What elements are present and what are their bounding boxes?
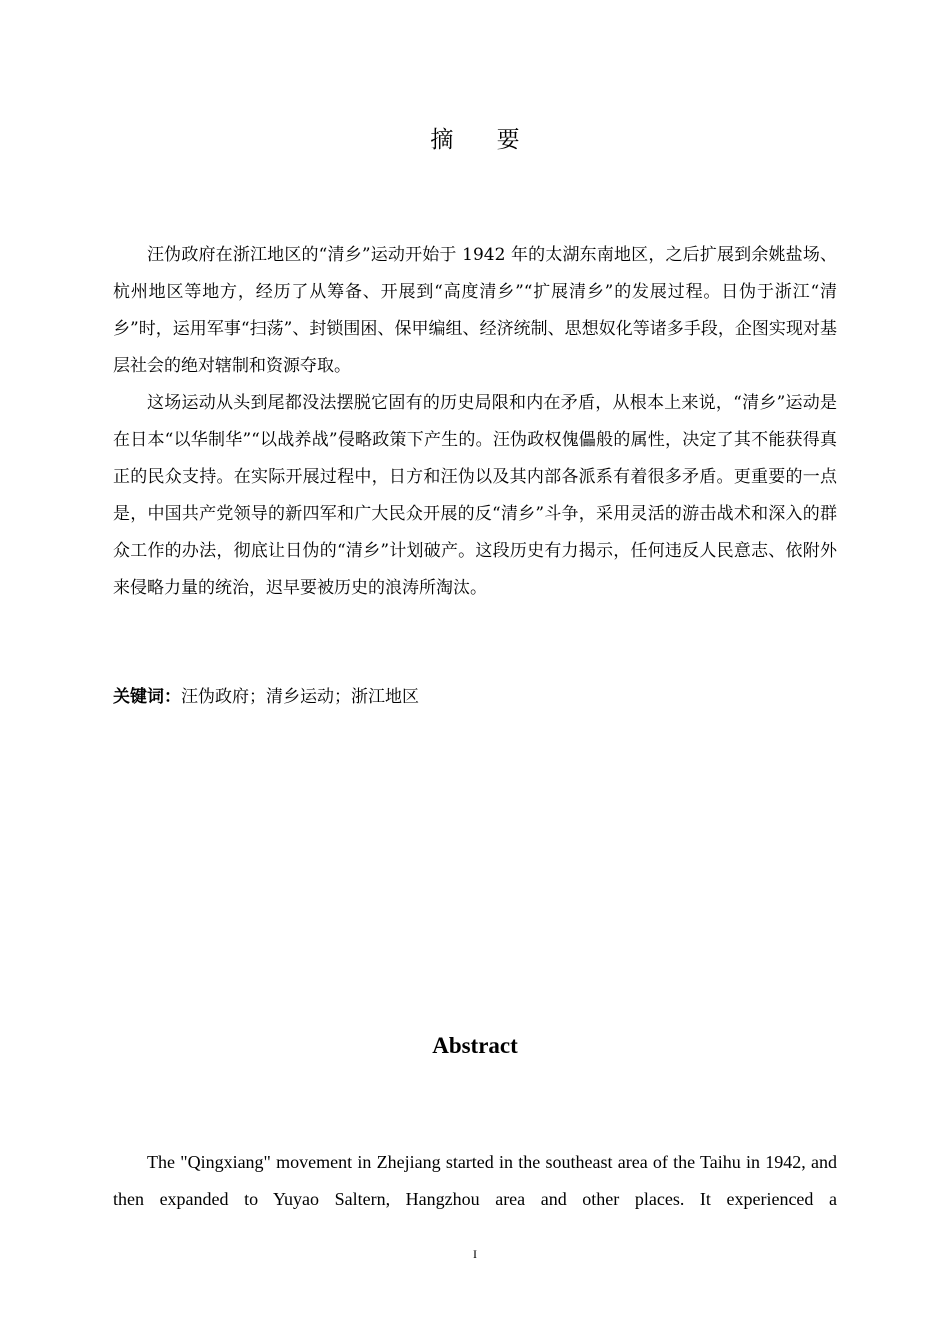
abstract-en-paragraph-1: The "Qingxiang" movement in Zhejiang started in the southeast area of the Taihu in 1942, and then expanded to Yuyao Saltern, Hangzhou area and other places. It experienced a <box>113 1152 837 1209</box>
abstract-zh-paragraph-1: 汪伪政府在浙江地区的“清乡”运动开始于 1942 年的太湖东南地区，之后扩展到余姚盐场、杭州地区等地方，经历了从筹备、开展到“高度清乡”“扩展清乡”的发展过程。日伪于浙江“清乡”时，运用军事“扫荡”、封锁围困、保甲编组、经济统制、思想奴化等诸多手段，企图实现对基层社会的绝对辖制和资源夺取。 <box>113 245 837 376</box>
abstract-en-body <box>113 1144 837 1218</box>
abstract-zh-body <box>113 237 837 607</box>
abstract-zh-heading: 摘 要 <box>430 127 538 153</box>
keywords-line <box>113 681 837 713</box>
abstract-zh-paragraph-2: 这场运动从头到尾都没法摆脱它固有的历史局限和内在矛盾，从根本上来说，“清乡”运动是在日本“以华制华”“以战养战”侵略政策下产生的。汪伪政权傀儡般的属性，决定了其不能获得真正的民众支持。在实际开展过程中，日方和汪伪以及其内部各派系有着很多矛盾。更重要的一点是，中国共产党领导的新四军和广大民众开展的反“清乡”斗争，采用灵活的游击战术和深入的群众工作的办法，彻底让日伪的“清乡”计划破产。这段历史有力揭示，任何违反人民意志、依附外来侵略力量的统治，迟早要被历史的浪涛所淘汰。 <box>113 393 837 598</box>
keywords-text: 汪伪政府；清乡运动；浙江地区 <box>181 687 419 707</box>
abstract-en-heading: Abstract <box>432 1033 518 1058</box>
keywords-label: 关键词： <box>113 687 181 707</box>
page-number: I <box>473 1247 477 1261</box>
